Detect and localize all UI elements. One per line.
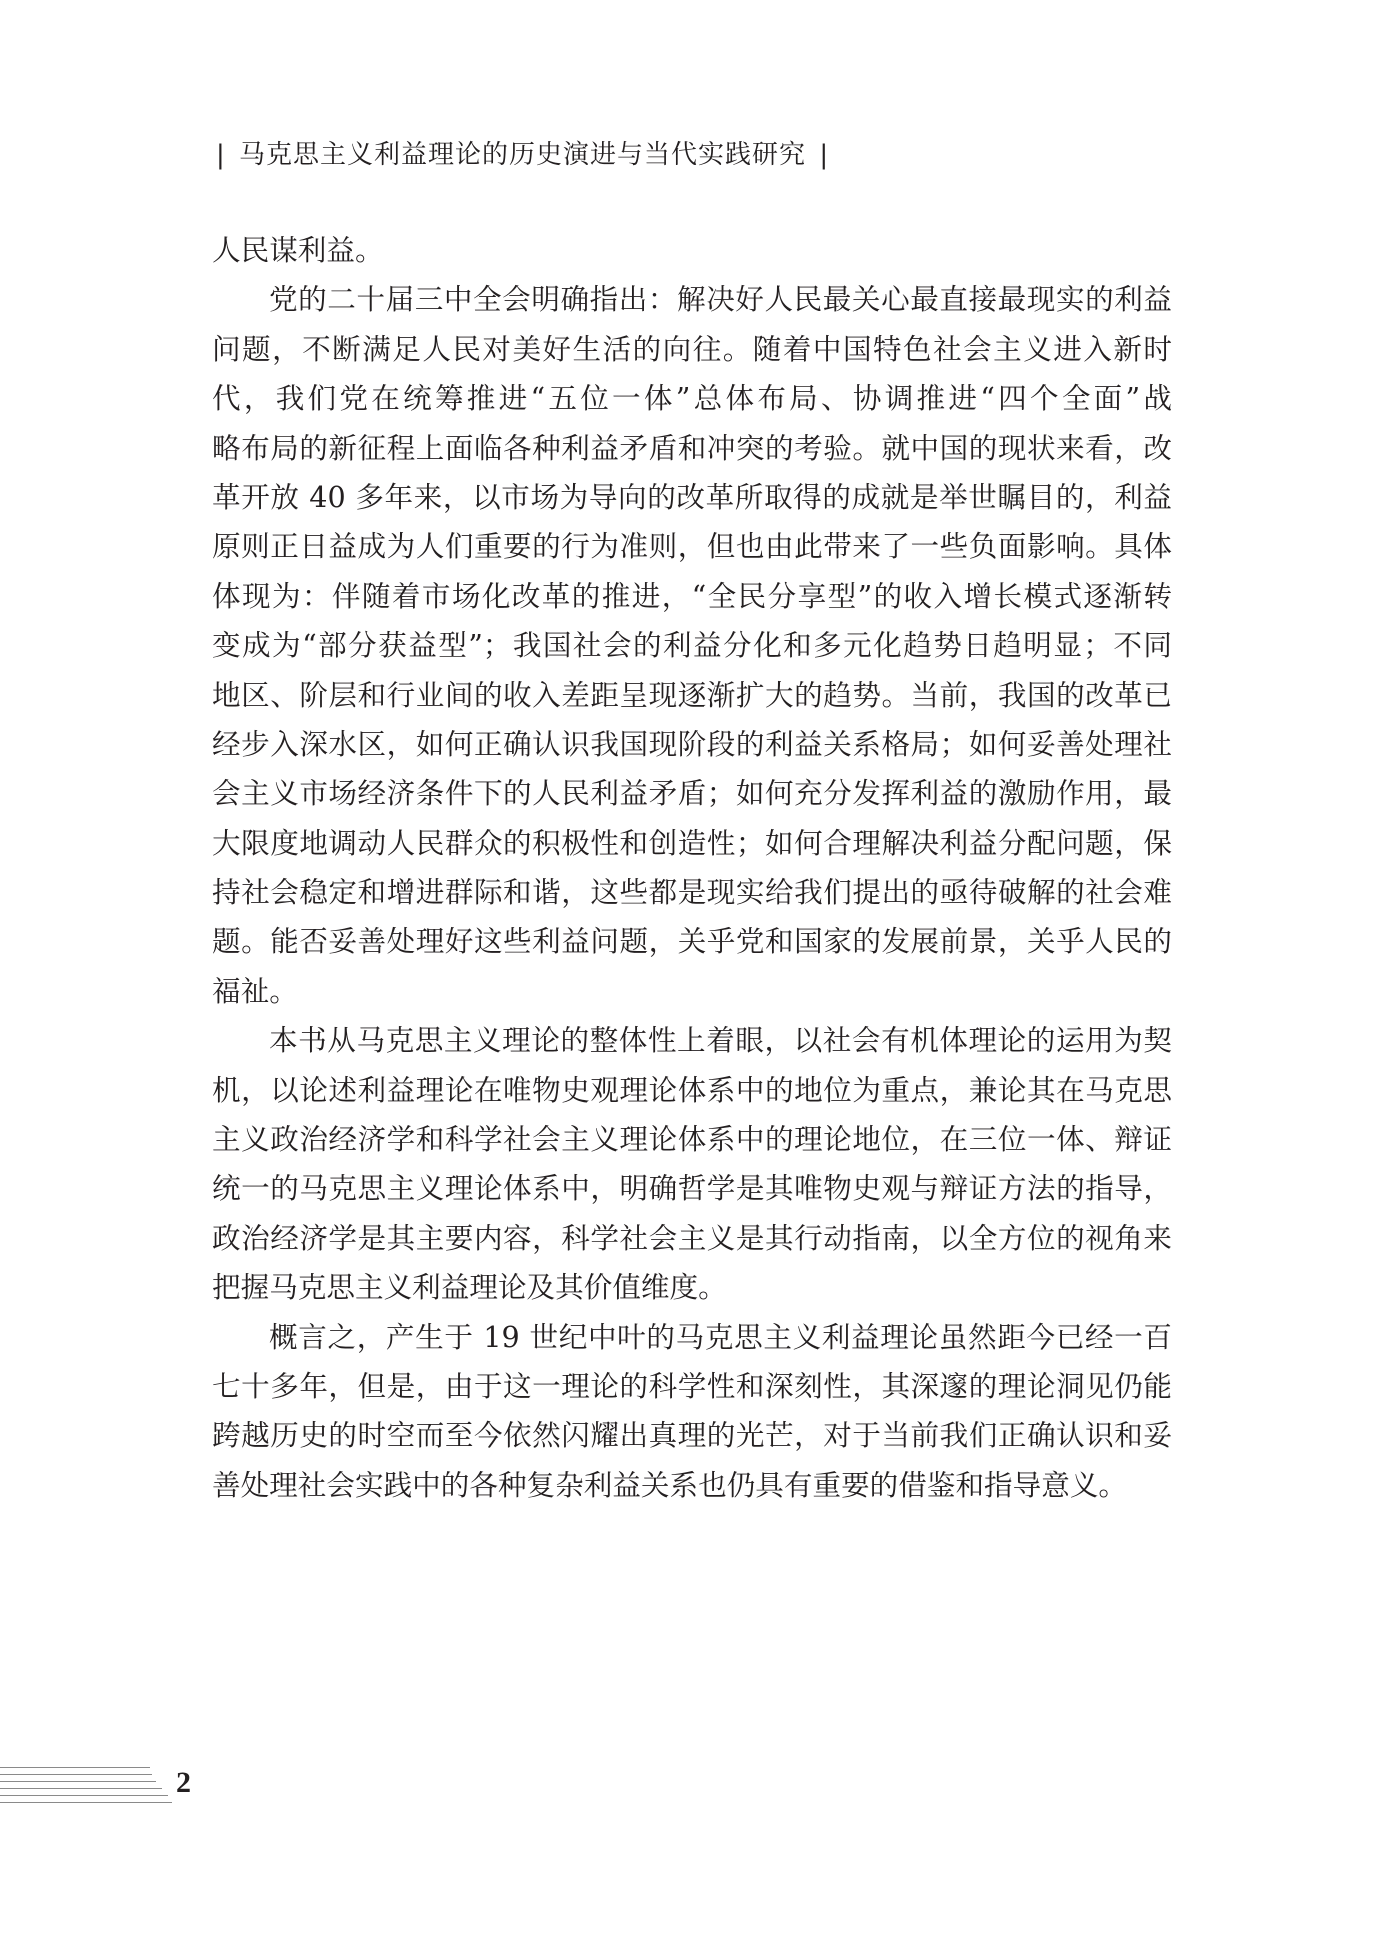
text-line: 代，我们党在统筹推进“五位一体”总体布局、协调推进“四个全面”战: [212, 381, 1172, 416]
running-header: [212, 138, 833, 172]
text-line: 略布局的新征程上面临各种利益矛盾和冲突的考验。就中国的现状来看，改: [212, 430, 1172, 465]
text-line: 变成为“部分获益型”；我国社会的利益分化和多元化趋势日趋明显；不同: [212, 628, 1172, 663]
text-line: 地区、阶层和行业间的收入差距呈现逐渐扩大的趋势。当前，我国的改革已: [212, 677, 1172, 712]
paragraph: [212, 1016, 1172, 1312]
text-line: 概言之，产生于 19 世纪中叶的马克思主义利益理论虽然距今已经一百: [269, 1319, 1172, 1354]
folio-rules: [0, 1763, 172, 1807]
text-line: 经步入深水区，如何正确认识我国现阶段的利益关系格局；如何妥善处理社: [212, 726, 1172, 761]
text-line: 统一的马克思主义理论体系中，明确哲学是其唯物史观与辩证方法的指导，: [212, 1171, 1172, 1206]
folio-rule: [0, 1802, 172, 1803]
paragraph: [212, 1313, 1172, 1511]
body-text: [212, 226, 1172, 1510]
folio-rule: [0, 1774, 152, 1775]
text-line: 人民谋利益。: [212, 233, 384, 267]
page-number: 2: [176, 1766, 191, 1799]
text-line: 题。能否妥善处理好这些利益问题，关乎党和国家的发展前景，关乎人民的: [212, 924, 1172, 959]
text-line: 原则正日益成为人们重要的行为准则，但也由此带来了一些负面影响。具体: [212, 529, 1172, 564]
text-line: 跨越历史的时空而至今依然闪耀出真理的光芒，对于当前我们正确认识和妥: [212, 1418, 1172, 1453]
text-line: 会主义市场经济条件下的人民利益矛盾；如何充分发挥利益的激励作用，最: [212, 776, 1172, 811]
text-line: 革开放 40 多年来，以市场为导向的改革所取得的成就是举世瞩目的，利益: [212, 479, 1172, 514]
header-left-bar: |: [216, 140, 226, 170]
paragraph: [212, 275, 1172, 1016]
text-line: 福祉。: [212, 973, 298, 1008]
folio-rule: [0, 1788, 162, 1789]
text-line: 问题，不断满足人民对美好生活的向往。随着中国特色社会主义进入新时: [212, 331, 1172, 366]
folio-rule: [0, 1781, 156, 1782]
paragraph: [212, 226, 1172, 275]
text-line: 党的二十届三中全会明确指出：解决好人民最关心最直接最现实的利益: [269, 282, 1172, 317]
text-line: 把握马克思主义利益理论及其价值维度。: [212, 1270, 727, 1305]
text-line: 政治经济学是其主要内容，科学社会主义是其行动指南，以全方位的视角来: [212, 1220, 1172, 1255]
text-line: 主义政治经济学和科学社会主义理论体系中的理论地位，在三位一体、辩证: [212, 1122, 1172, 1157]
text-line: 体现为：伴随着市场化改革的推进，“全民分享型”的收入增长模式逐渐转: [212, 578, 1172, 613]
text-line: 大限度地调动人民群众的积极性和创造性；如何合理解决利益分配问题，保: [212, 825, 1172, 860]
text-line: 善处理社会实践中的各种复杂利益关系也仍具有重要的借鉴和指导意义。: [212, 1467, 1128, 1502]
text-line: 机，以论述利益理论在唯物史观理论体系中的地位为重点，兼论其在马克思: [212, 1072, 1172, 1107]
text-line: 持社会稳定和增进群际和谐，这些都是现实给我们提出的亟待破解的社会难: [212, 875, 1172, 910]
folio-rule: [0, 1795, 168, 1796]
folio-rule: [0, 1767, 150, 1768]
text-line: 七十多年，但是，由于这一理论的科学性和深刻性，其深邃的理论洞见仍能: [212, 1368, 1172, 1403]
header-right-bar: |: [819, 140, 830, 170]
text-line: 本书从马克思主义理论的整体性上着眼，以社会有机体理论的运用为契: [269, 1023, 1172, 1058]
book-title: 马克思主义利益理论的历史演进与当代实践研究: [239, 140, 807, 170]
